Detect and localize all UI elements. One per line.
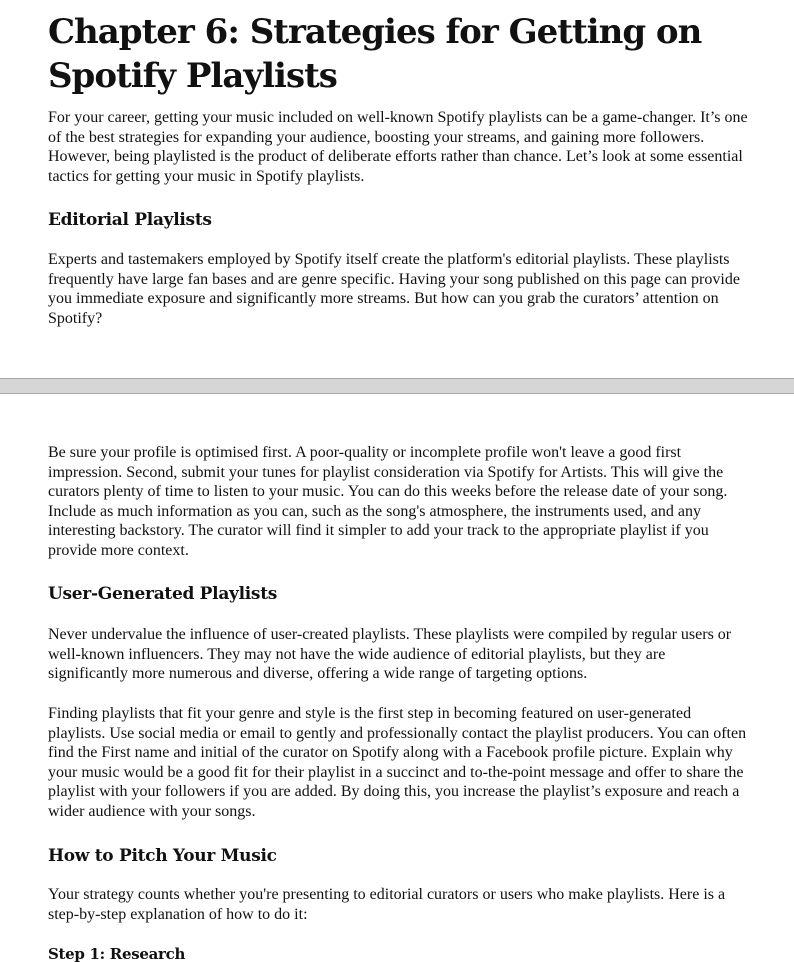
user-heading-block	[48, 582, 748, 606]
editorial-heading: Editorial Playlists	[48, 210, 212, 230]
page-1-content	[48, 10, 748, 98]
editorial-heading-block	[48, 208, 748, 232]
pitch-heading: How to Pitch Your Music	[48, 846, 277, 866]
user-block-2	[48, 704, 748, 822]
chapter-title: Chapter 6: Strategies for Getting on Spotify Playlists	[48, 12, 702, 96]
intro-paragraph: For your career, getting your music included on well-known Spotify playlists can be a game-changer. It’s one of the best strategies for expanding your audience, boosting your streams, and gaining more followers. However, being playlisted is the product of deliberate efforts rather than chance. Let’s look at some essential tactics for getting your music in Spotify playlists.	[48, 109, 748, 185]
document-page-2	[0, 394, 794, 962]
document-page-1	[0, 0, 794, 378]
user-generated-heading: User-Generated Playlists	[48, 584, 278, 604]
page-separator	[0, 378, 794, 394]
editorial-paragraph: Experts and tastemakers employed by Spotify itself create the platform's editorial playlists. These playlists frequently have large fan bases and are genre specific. Having your song published on this page can provide you immediate exposure and significantly more streams. But how can you grab the curators’ attention on Spotify?	[48, 251, 740, 327]
profile-paragraph: Be sure your profile is optimised first. A poor-quality or incomplete profile won't leave a good first impression. Second, submit your tunes for playlist consideration via Spotify for Artists. This will give the curators plenty of time to listen to your music. You can do this weeks before the release date of your song. Include as much information as you can, such as the song's atmosphere, the instruments used, and any interesting backstory. The curator will find it simpler to add your track to the appropriate playlist if you provide more context.	[48, 444, 728, 559]
user-paragraph-2: Finding playlists that fit your genre and style is the first step in becoming featured on user-generated playlists. Use social media or email to gently and professionally contact the playlist producers. You can often find the First name and initial of the curator on Spotify along with a Facebook profile picture. Explain why your music would be a good fit for their playlist in a succinct and to-the-point message and offer to share the playlist with your followers if you are added. By doing this, you increase the playlist’s exposure and reach a wider audience with your songs.	[48, 705, 747, 820]
step1-heading-block	[48, 944, 748, 962]
step1-heading: Step 1: Research	[48, 945, 186, 962]
profile-block	[48, 443, 748, 561]
intro-block	[48, 108, 748, 186]
pitch-heading-block	[48, 844, 748, 868]
editorial-block	[48, 250, 748, 328]
user-block-1	[48, 625, 748, 684]
pitch-block	[48, 885, 748, 924]
user-paragraph-1: Never undervalue the influence of user-created playlists. These playlists were compiled by regular users or well-known influencers. They may not have the wide audience of editorial playlists, but they are significantly more numerous and diverse, offering a wide range of targeting options.	[48, 626, 732, 683]
pitch-paragraph: Your strategy counts whether you're presenting to editorial curators or users who make playlists. Here is a step-by-step explanation of how to do it:	[48, 886, 726, 923]
